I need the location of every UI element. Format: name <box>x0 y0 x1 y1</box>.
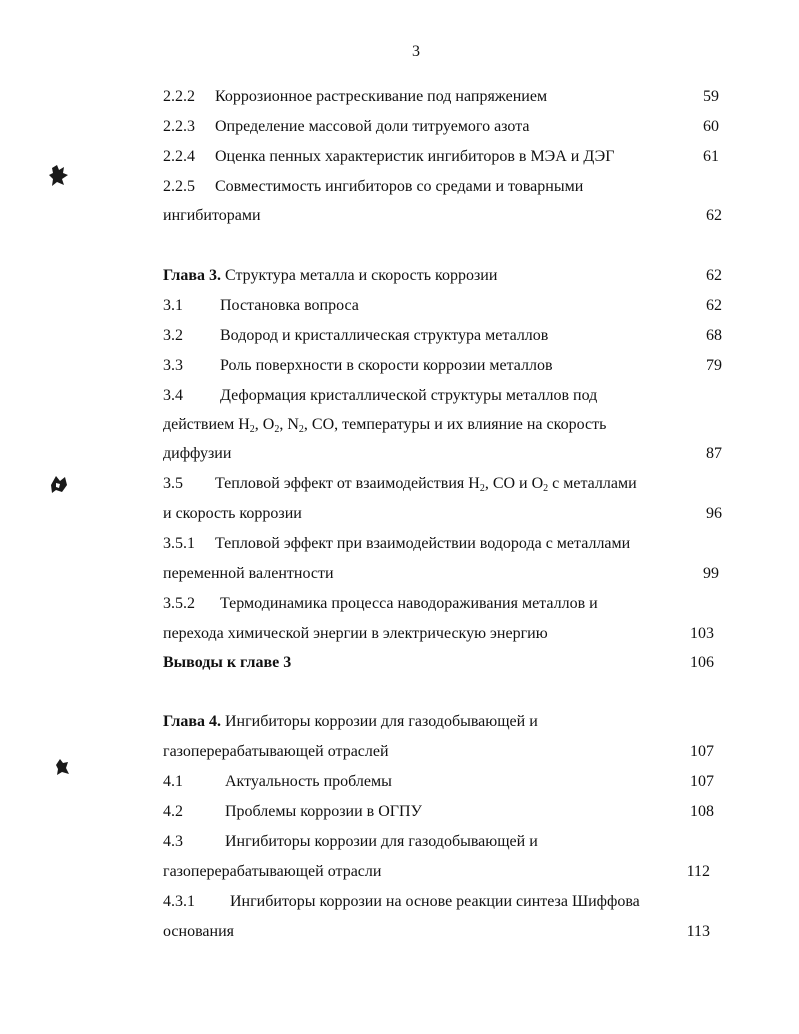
entry-number: 3.5.2 <box>163 595 195 612</box>
entry-title: Выводы к главе 3 <box>163 654 292 671</box>
chapter-title-line-1: Ингибиторы коррозии для газодобывающей и <box>225 713 538 730</box>
entry-title-line-2: основания <box>163 923 234 940</box>
entry-title-line-1: Ингибиторы коррозии на основе реакции синтеза Шиффова <box>230 893 640 910</box>
entry-number: 4.3.1 <box>163 893 195 910</box>
entry-title: Водород и кристаллическая структура металлов <box>220 327 549 344</box>
entry-page: 107 <box>690 743 714 760</box>
entry-title-line-1: Совместимость ингибиторов со средами и товарными <box>215 178 584 195</box>
entry-number: 3.4 <box>163 387 183 404</box>
entry-number: 4.3 <box>163 833 183 850</box>
entry-title-line-3: диффузии <box>163 445 232 462</box>
entry-title: Оценка пенных характеристик ингибиторов в МЭА и ДЭГ <box>215 148 615 165</box>
entry-page: 103 <box>690 625 714 642</box>
entry-number: 2.2.3 <box>163 118 195 135</box>
entry-number: 3.2 <box>163 327 183 344</box>
entry-title-line-2: перехода химической энергии в электрическую энергию <box>163 625 548 642</box>
entry-title-line-1: Тепловой эффект от взаимодействия $H_2$, CO и $O_2$ с металлами <box>215 475 637 494</box>
chapter-label: Глава 4. <box>163 713 221 730</box>
entry-page: 112 <box>686 863 710 880</box>
page-number: 3 <box>412 43 420 60</box>
scan-blot-3 <box>53 757 71 777</box>
entry-number: 4.1 <box>163 773 183 790</box>
entry-number: 2.2.5 <box>163 178 195 195</box>
entry-page: 59 <box>703 88 719 105</box>
entry-page: 87 <box>706 445 722 462</box>
entry-page: 113 <box>686 923 710 940</box>
entry-page: 60 <box>703 118 719 135</box>
entry-title: Проблемы коррозии в ОГПУ <box>225 803 422 820</box>
entry-number: 3.1 <box>163 297 183 314</box>
entry-page: 62 <box>706 207 722 224</box>
entry-number: 3.3 <box>163 357 183 374</box>
entry-number: 3.5 <box>163 475 183 492</box>
entry-title-line-1: Ингибиторы коррозии для газодобывающей и <box>225 833 538 850</box>
entry-number: 4.2 <box>163 803 183 820</box>
entry-title: Определение массовой доли титруемого азота <box>215 118 530 135</box>
entry-page: 96 <box>706 505 722 522</box>
entry-number: 2.2.2 <box>163 88 195 105</box>
entry-title-line-2: переменной валентности <box>163 565 334 582</box>
scan-blot-1 <box>48 162 70 188</box>
entry-page: 107 <box>690 773 714 790</box>
entry-number: 3.5.1 <box>163 535 195 552</box>
entry-page: 62 <box>706 267 722 284</box>
entry-page: 62 <box>706 297 722 314</box>
chapter-title: Структура металла и скорость коррозии <box>225 267 498 284</box>
entry-title-line-1: Деформация кристаллической структуры металлов под <box>220 387 598 404</box>
entry-page: 68 <box>706 327 722 344</box>
entry-title-line-2: газоперерабатывающей отрасли <box>163 863 382 880</box>
entry-title: Роль поверхности в скорости коррозии металлов <box>220 357 553 374</box>
chapter-heading <box>163 712 538 732</box>
entry-page: 108 <box>690 803 714 820</box>
entry-number: 2.2.4 <box>163 148 195 165</box>
entry-title-line-2: действием $H_2$, $O_2$, $N_2$, CO, температуры и их влияние на скорость <box>163 416 607 435</box>
chapter-label: Глава 3. <box>163 267 221 284</box>
entry-title: Коррозионное растрескивание под напряжением <box>215 88 548 105</box>
chapter-heading <box>163 266 497 286</box>
scan-blot-2 <box>48 473 70 495</box>
entry-title-line-1: Термодинамика процесса наводораживания металлов и <box>220 595 598 612</box>
entry-title-line-1: Тепловой эффект при взаимодействии водорода с металлами <box>215 535 631 552</box>
entry-title: Актуальность проблемы <box>225 773 392 790</box>
entry-title-line-2: ингибиторами <box>163 207 261 224</box>
entry-page: 99 <box>703 565 719 582</box>
entry-page: 106 <box>690 654 714 671</box>
entry-title: Постановка вопроса <box>220 297 359 314</box>
entry-page: 79 <box>706 357 722 374</box>
entry-page: 61 <box>703 148 719 165</box>
chapter-title-line-2: газоперерабатывающей отраслей <box>163 743 389 760</box>
entry-title-line-2: и скорость коррозии <box>163 505 302 522</box>
